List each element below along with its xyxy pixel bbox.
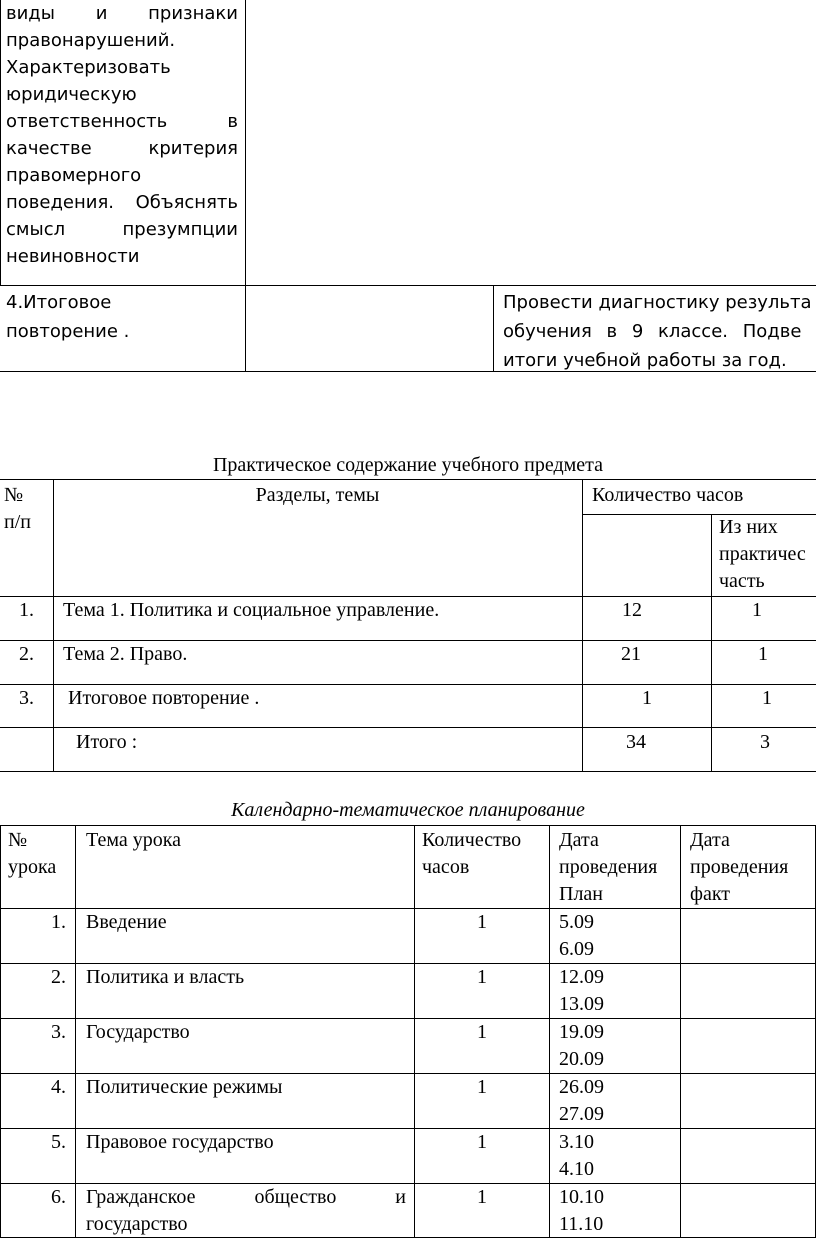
practical-header-topics: Разделы, темы [255, 484, 380, 506]
calendar-header-num: № урока [8, 829, 57, 878]
calendar-header-topic: Тема урока [86, 829, 182, 851]
final-review-goal: Провести диагностику результа обучения в 9 классе. Подве итоги учебной работы за год. [503, 292, 812, 371]
calendar-header-fact: Дата проведения факт [690, 829, 789, 905]
calendar-title: Календарно-тематическое планирование [231, 799, 585, 821]
final-review-section: 4.Итоговое повторение . [6, 292, 130, 342]
competency-description: виды и признаки правонарушений. Характеризовать юридическую ответственность в качестве критерия правомерного поведения. Объяснять смысл презумпции невиновности [6, 3, 238, 267]
practical-title: Практическое содержание учебного предмета [212, 454, 604, 476]
calendar-header-hours: Количество часов [422, 829, 522, 878]
calendar-header-plan: Дата проведения План [559, 829, 658, 905]
practical-header-hours: Количество часов [592, 484, 744, 506]
practical-header-num: № п/п [4, 484, 31, 533]
practical-header-practical: Из них практичес часть [719, 516, 806, 592]
